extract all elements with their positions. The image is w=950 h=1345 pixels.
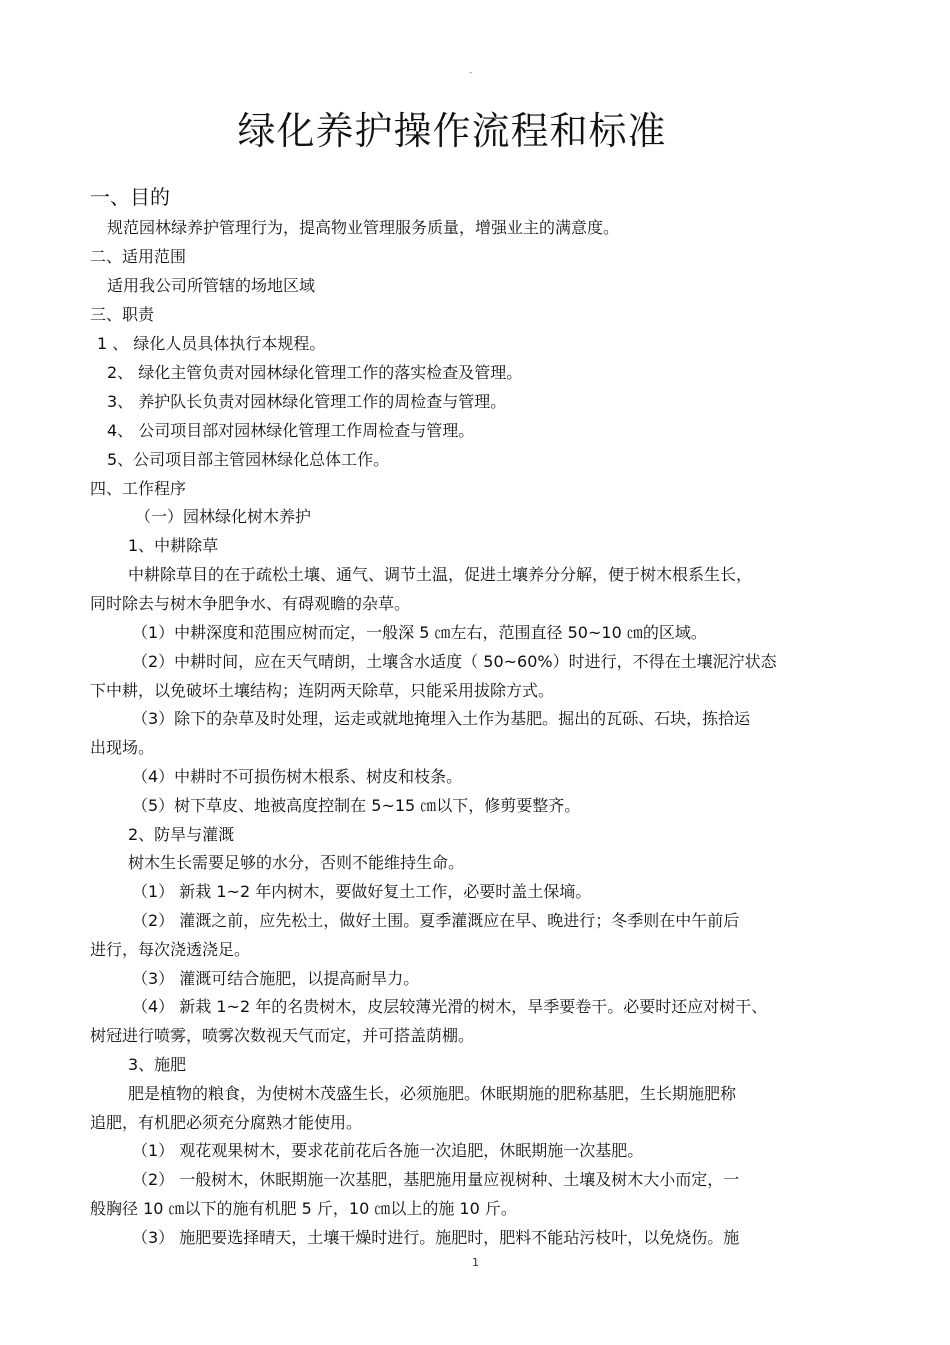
section-heading-procedure: 四、工作程序: [90, 479, 187, 498]
list-item: 4、 公司项目部对园林绿化管理工作周检查与管理。: [107, 421, 475, 440]
body-line: （4） 新栽 1~2 年的名贵树木，皮层较薄光滑的树木，旱季要卷干。必要时还应对树干、: [132, 997, 768, 1016]
header-mark: -: [469, 68, 473, 78]
section-heading-scope: 二、适用范围: [90, 247, 187, 266]
body-line: 同时除去与树木争肥争水、有碍观瞻的杂草。: [90, 594, 411, 613]
body-line: （3） 施肥要选择晴天，土壤干燥时进行。施肥时，肥料不能玷污枝叶，以免烧伤。施: [132, 1228, 740, 1247]
section-heading-duties: 三、职责: [90, 305, 155, 324]
document-title: 绿化养护操作流程和标准: [237, 109, 667, 153]
body-line: 下中耕，以免破坏土壤结构；连阴两天除草，只能采用拔除方式。: [90, 681, 555, 700]
body-line: （3） 灌溉可结合施肥，以提高耐旱力。: [132, 969, 420, 988]
body-line: （2） 一般树木，休眠期施一次基肥，基肥施用量应视树种、土壤及树木大小而定，一: [132, 1170, 740, 1189]
body-line: （1）中耕深度和范围应树而定，一般深 5 ㎝左右，范围直径 50~10 ㎝的区域。: [132, 623, 707, 642]
page-number: 1: [472, 1256, 479, 1269]
body-line: 树冠进行喷雾，喷雾次数视天气而定，并可搭盖荫棚。: [90, 1026, 475, 1045]
section-heading-purpose: 一、目的: [90, 185, 170, 209]
list-item: 1 、 绿化人员具体执行本规程。: [97, 334, 326, 353]
body-line: 规范园林绿养护管理行为，提高物业管理服务质量，增强业主的满意度。: [107, 218, 620, 237]
body-line: （2）中耕时间，应在天气晴朗，土壤含水适度（ 50~60%）时进行，不得在土壤泥泞状态: [132, 652, 777, 671]
body-line: 追肥，有机肥必须充分腐熟才能使用。: [90, 1113, 363, 1132]
body-line: 出现场。: [90, 738, 155, 757]
subsection-heading: 1、中耕除草: [128, 536, 219, 555]
body-line: 般胸径 10 ㎝以下的施有机肥 5 斤，10 ㎝以上的施 10 斤。: [90, 1199, 517, 1218]
body-line: （4）中耕时不可损伤树木根系、树皮和枝条。: [132, 767, 463, 786]
body-line: 进行，每次浇透浇足。: [90, 940, 251, 959]
subsection-heading: （一）园林绿化树木养护: [135, 507, 312, 526]
body-line: 肥是植物的粮食，为使树木茂盛生长，必须施肥。休眠期施的肥称基肥，生长期施肥称: [128, 1084, 737, 1103]
subsection-heading: 3、施肥: [128, 1055, 187, 1074]
body-line: 树木生长需要足够的水分，否则不能维持生命。: [128, 853, 465, 872]
body-line: 适用我公司所管辖的场地区域: [107, 276, 316, 295]
list-item: 3、 养护队长负责对园林绿化管理工作的周检查与管理。: [107, 392, 507, 411]
list-item: 2、 绿化主管负责对园林绿化管理工作的落实检查及管理。: [107, 363, 523, 382]
body-line: 中耕除草目的在于疏松土壤、通气、调节土温，促进土壤养分分解，便于树木根系生长，: [128, 565, 753, 584]
body-line: （5）树下草皮、地被高度控制在 5~15 ㎝以下，修剪要整齐。: [132, 796, 581, 815]
list-item: 5、公司项目部主管园林绿化总体工作。: [107, 450, 390, 469]
body-line: （1） 新栽 1~2 年内树木，要做好复土工作，必要时盖土保墒。: [132, 882, 592, 901]
subsection-heading: 2、防旱与灌溉: [128, 825, 235, 844]
body-line: （2） 灌溉之前，应先松土，做好土围。夏季灌溉应在早、晚进行；冬季则在中午前后: [132, 911, 740, 930]
body-line: （1） 观花观果树木，要求花前花后各施一次追肥，休眠期施一次基肥。: [132, 1141, 644, 1160]
body-line: （3）除下的杂草及时处理，运走或就地掩埋入土作为基肥。掘出的瓦砾、石块，拣拾运: [132, 709, 751, 728]
